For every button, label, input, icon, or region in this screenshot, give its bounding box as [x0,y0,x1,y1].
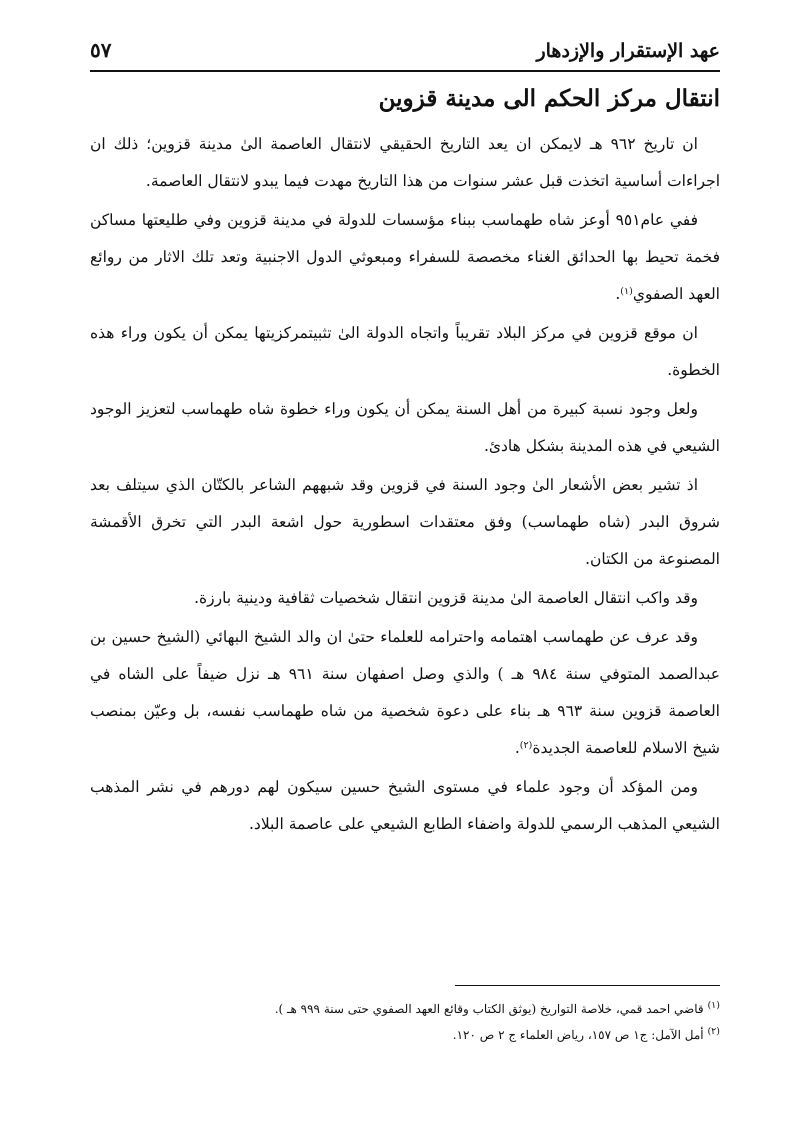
paragraph-7-text: وقد عرف عن طهماسب اهتمامه واحترامه للعلماء حتىٰ ان والد الشيخ البهائي (الشيخ حسين بن عبدالصمد المتوفي سنة ٩٨٤ هـ ) والذي وصل اصفهان سنة ٩٦١ هـ نزل ضيفاً على الشاه في العاصمة قزوين سنة ٩٦٣ هـ بناء على دعوة شخصية من شاه طهماسب نفسه، بل وعيّن بمنصب شيخ الاسلام للعاصمة الجديدة [90,628,721,757]
footnote-ref-2: (٢) [519,740,533,751]
body-text [90,126,720,845]
page-number: ٥٧ [90,38,112,62]
header-rule [90,70,720,72]
footnote-1-text: قاضي احمد قمي، خلاصة التواريخ (يوثق الكتاب وقائع العهد الصفوي حتى سنة ٩٩٩ هـ ). [274,1002,704,1016]
paragraph-3: ان موقع قزوين في مركز البلاد تقريباً واتجاه الدولة الىٰ تثبيتمركزيتها يمكن أن يكون وراء هذه الخطوة. [90,324,720,379]
footnote-2 [90,1022,720,1048]
footnote-1-marker: (١) [707,1000,720,1011]
paragraph-6: وقد واكب انتقال العاصمة الىٰ مدينة قزوين انتقال شخصيات ثقافية ودينية بارزة. [194,589,698,607]
paragraph-7-end: . [514,739,520,757]
paragraph-5: اذ تشير بعض الأشعار الىٰ وجود السنة في قزوين وقد شبههم الشاعر بالكتّان الذي سيتلف بعد شروق البدر (شاه طهماسب) وفق معتقدات اسطورية حول اشعة البدر التي تخرق الأقمشة المصنوعة من الكتان. [90,476,720,568]
running-title: عهد الإستقرار والإزدهار [536,40,720,62]
paragraph-8: ومن المؤكد أن وجود علماء في مستوى الشيخ حسين سيكون لهم دورهم في نشر المذهب الشيعي المذهب الرسمي للدولة واضفاء الطابع الشيعي على عاصمة البلاد. [90,778,720,833]
paragraph-7 [90,619,720,767]
section-heading: انتقال مركز الحكم الى مدينة قزوين [378,85,720,112]
footnote-ref-1: (١) [620,286,633,297]
footnote-2-text: أمل الآمل: ج١ ص ١٥٧، رياض العلماء ج ٢ ص ١٢٠. [452,1028,704,1042]
paragraph-2-text: ففي عام٩٥١ أوعز شاه طهماسب ببناء مؤسسات للدولة في مدينة قزوين وفي طليعتها مساكن فخمة تحيط بها الحدائق الغناء مخصصة للسفراء ومبعوثي الدول الاجنبية وتعد تلك الاثار من روائع العهد الصفوي [90,211,720,303]
paragraph-2 [90,202,720,313]
running-header [90,38,720,66]
paragraph-4: ولعل وجود نسبة كبيرة من أهل السنة يمكن أن يكون وراء خطوة شاه طهماسب لتعزيز الوجود الشيعي في هذه المدينة بشكل هادئ. [90,400,720,455]
paragraph-1: ان تاريخ ٩٦٢ هـ لايمكن ان يعد التاريخ الحقيقي لانتقال العاصمة الىٰ مدينة قزوين؛ ذلك ان اجراءات أساسية اتخذت قبل عشر سنوات من هذا التاريخ مهدت فيما يبدو لانتقال العاصمة. [90,135,720,190]
footnotes [90,996,720,1048]
footnote-1 [90,996,720,1022]
paragraph-2-end: . [615,285,621,303]
footnote-2-marker: (٢) [707,1026,720,1037]
footnote-rule [455,985,720,986]
